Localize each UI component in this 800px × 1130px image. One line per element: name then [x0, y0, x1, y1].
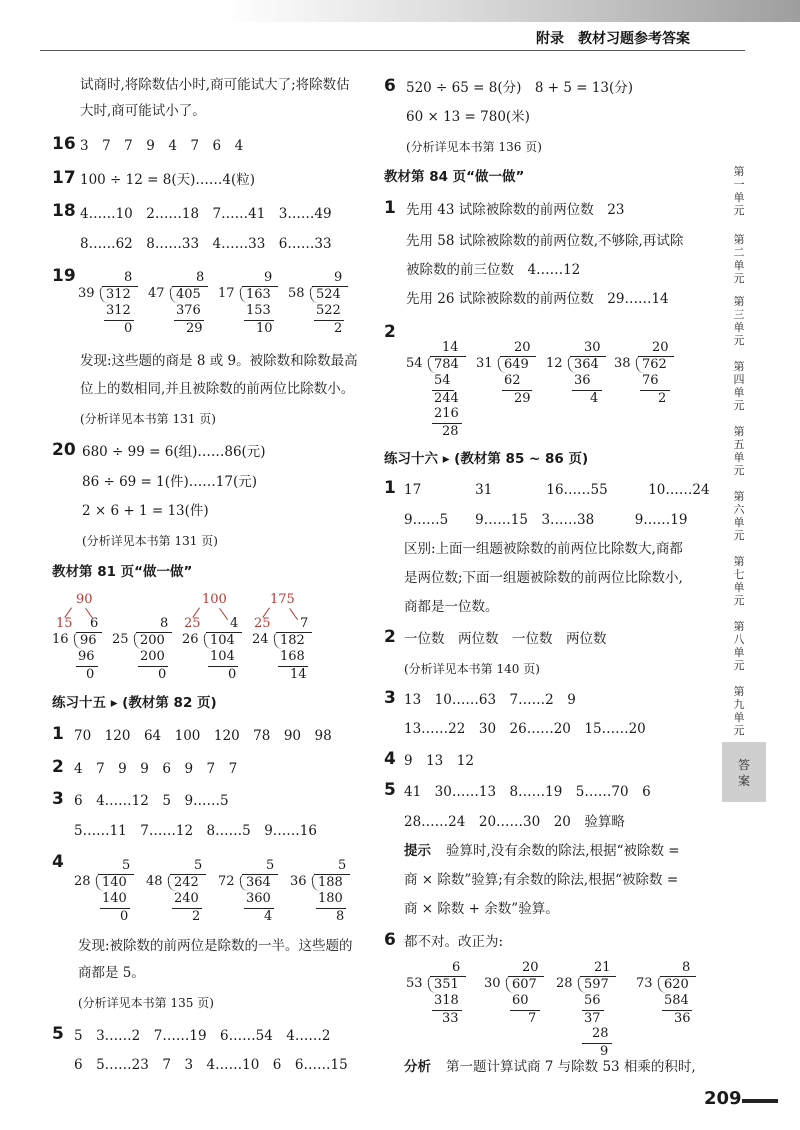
remainder: 37: [584, 1011, 601, 1026]
dividend: 364: [242, 874, 278, 890]
remainder: 14: [290, 667, 307, 682]
quotient: 14: [442, 340, 459, 355]
dividend: 312: [102, 286, 138, 302]
tab-unit-6[interactable]: 第 六 单 元: [733, 490, 745, 542]
tab-unit-4[interactable]: 第 四 单 元: [733, 360, 745, 412]
divisor: 17: [218, 286, 235, 301]
product: 104: [210, 649, 235, 664]
divisor: 12: [546, 356, 563, 371]
question-number: 6: [384, 930, 396, 950]
question-number: 20: [52, 440, 76, 460]
remainder: 0: [158, 667, 167, 682]
answer-line: 5……11 7……12 8……5 9……16: [74, 823, 317, 839]
question-number: 2: [384, 627, 396, 647]
tab-unit-3[interactable]: 第 三 单 元: [733, 295, 745, 347]
question-number: 6: [384, 76, 396, 96]
question-number: 2: [384, 322, 396, 342]
product: 153: [246, 303, 271, 318]
product: 240: [174, 891, 199, 906]
dividend: 163: [242, 286, 278, 302]
product: 522: [316, 303, 341, 318]
dividend: 364: [570, 356, 606, 372]
answer-line: 28……24 20……30 20 验算略: [404, 814, 625, 830]
product: 360: [246, 891, 271, 906]
dividend: 200: [136, 632, 172, 648]
answer-line: 3 7 7 9 4 7 6 4: [80, 138, 244, 154]
remainder: 244: [434, 391, 459, 406]
section-heading: 练习十五 ▸ (教材第 82 页): [52, 695, 217, 711]
answer-line: 先用 43 试除被除数的前两位数 23: [406, 202, 625, 218]
product: 140: [102, 891, 127, 906]
text-line: 区别:上面一组题被除数的前两位比除数大,商都: [404, 541, 683, 557]
quotient: 8: [124, 270, 133, 285]
remainder: 8: [336, 909, 345, 924]
divisor: 16: [52, 632, 69, 647]
tab-unit-2[interactable]: 第 二 单 元: [733, 233, 745, 285]
answer-line: 先用 26 试除被除数的前两位数 29……14: [406, 291, 669, 307]
product: 54: [434, 373, 451, 388]
quotient: 5: [122, 858, 131, 873]
product: 200: [140, 649, 165, 664]
note-line: (分析详见本书第 136 页): [406, 140, 542, 154]
answer-line: 4 7 9 9 6 9 7 7: [74, 761, 238, 777]
tab-unit-5[interactable]: 第 五 单 元: [733, 425, 745, 477]
divisor: 25: [112, 632, 129, 647]
product: 168: [280, 649, 305, 664]
product: 36: [574, 373, 591, 388]
tab-unit-7[interactable]: 第 七 单 元: [733, 555, 745, 607]
product: 312: [106, 303, 131, 318]
divisor: 54: [406, 356, 423, 371]
dividend: 182: [276, 632, 312, 648]
note-line: (分析详见本书第 140 页): [404, 662, 540, 676]
divisor: 48: [146, 874, 163, 889]
dividend: 620: [660, 976, 696, 992]
dividend: 188: [314, 874, 350, 890]
section-heading: 练习十六 ▸ (教材第 85 ~ 86 页): [384, 451, 589, 467]
estimate-total: 90: [76, 592, 93, 607]
text-line: 是两位数;下面一组题被除数的前两位比除数小,: [404, 570, 683, 586]
answer-line: 5 3……2 7……19 6……54 4……2: [74, 1028, 331, 1044]
question-number: 18: [52, 201, 76, 221]
product: 180: [318, 891, 343, 906]
quotient: 9: [334, 270, 343, 285]
product: 584: [664, 993, 689, 1008]
estimate-part: 25: [254, 616, 271, 631]
answer-line: 4……10 2……18 7……41 3……49: [80, 206, 332, 222]
answer-line: 41 30……13 8……19 5……70 6: [404, 784, 651, 800]
question-number: 1: [384, 478, 396, 498]
text-line: 商都是 5。: [78, 965, 145, 981]
quotient: 21: [594, 960, 611, 975]
dividend: 96: [76, 632, 102, 648]
remainder: 2: [192, 909, 201, 924]
remainder: 2: [658, 391, 667, 406]
dividend: 351: [430, 976, 466, 992]
remainder: 36: [674, 1011, 691, 1026]
text-line: 商都是一位数。: [404, 599, 499, 615]
remainder: 9: [600, 1044, 609, 1059]
answer-line: 2 × 6 + 1 = 13(件): [82, 503, 209, 519]
divisor: 72: [218, 874, 235, 889]
tip-label: 提示: [404, 843, 431, 859]
remainder: 33: [442, 1011, 459, 1026]
product: 318: [434, 993, 459, 1008]
question-number: 16: [52, 134, 76, 154]
product: 216: [434, 406, 459, 421]
divisor: 28: [74, 874, 91, 889]
header-rule: [40, 50, 745, 51]
product: 96: [78, 649, 95, 664]
quotient: 30: [584, 340, 601, 355]
quotient: 5: [338, 858, 347, 873]
remainder: 7: [528, 1011, 537, 1026]
divisor: 26: [182, 632, 199, 647]
question-number: 1: [384, 198, 396, 218]
divisor: 39: [78, 286, 95, 301]
question-number: 3: [384, 688, 396, 708]
divisor: 73: [636, 976, 653, 991]
divisor: 58: [288, 286, 305, 301]
answer-line: 先用 58 试除被除数的前两位数,不够除,再试除: [406, 233, 684, 249]
text-line: 发现:被除数的前两位是除数的一半。这些题的: [78, 938, 353, 954]
answer-line: 一位数 两位数 一位数 两位数: [404, 631, 607, 647]
estimate-total: 175: [270, 592, 295, 607]
page-number: 209: [704, 1088, 742, 1109]
quotient: 20: [514, 340, 531, 355]
analysis-label: 分析: [404, 1059, 431, 1075]
text-line: 试商时,将除数估小时,商可能试大了;将除数估: [80, 77, 350, 93]
quotient: 6: [452, 960, 461, 975]
dividend: 242: [170, 874, 206, 890]
dividend: 607: [508, 976, 544, 992]
quotient: 6: [90, 616, 99, 631]
quotient: 5: [266, 858, 275, 873]
remainder: 4: [264, 909, 273, 924]
answer-line: 680 ÷ 99 = 6(组)……86(元): [82, 444, 266, 460]
remainder: 0: [228, 667, 237, 682]
header-band: [0, 0, 800, 22]
quotient: 20: [652, 340, 669, 355]
question-number: 5: [384, 780, 396, 800]
text-line: 位上的数相同,并且被除数的前两位比除数小。: [80, 381, 355, 397]
remainder: 0: [86, 667, 95, 682]
product: 28: [592, 1026, 609, 1041]
quotient: 20: [522, 960, 539, 975]
answer-line: 100 ÷ 12 = 8(天)……4(粒): [80, 172, 255, 188]
dividend: 649: [500, 356, 536, 372]
page-bar: [742, 1099, 778, 1103]
divisor: 30: [484, 976, 501, 991]
tab-unit-9[interactable]: 第 九 单 元: [733, 685, 745, 737]
answer-line: 被除数的前三位数 4……12: [406, 262, 581, 278]
text-line: 第一题计算试商 7 与除数 53 相乘的积时,: [446, 1059, 696, 1075]
answer-line: 9……5 9……15 3……38 9……19: [404, 512, 688, 528]
estimate-part: 25: [184, 616, 201, 631]
dividend: 405: [172, 286, 208, 302]
text-line: 大时,商可能试小了。: [80, 103, 206, 119]
question-number: 5: [52, 1024, 64, 1044]
remainder: 2: [334, 321, 343, 336]
product: 376: [176, 303, 201, 318]
text-line: 商 × 除数 + 余数”验算。: [404, 901, 559, 917]
divisor: 28: [556, 976, 573, 991]
estimate-total: 100: [202, 592, 227, 607]
tab-unit-8[interactable]: 第 八 单 元: [733, 620, 745, 672]
question-number: 4: [384, 749, 396, 769]
product: 56: [584, 993, 601, 1008]
tab-answers[interactable]: 答 案: [737, 758, 750, 788]
quotient: 4: [230, 616, 239, 631]
section-heading: 教材第 81 页“做一做”: [52, 564, 193, 580]
dividend: 104: [206, 632, 242, 648]
dividend: 524: [312, 286, 348, 302]
text-line: 商 × 除数”验算;有余数的除法,根据“被除数 =: [404, 872, 679, 888]
product: 62: [504, 373, 521, 388]
quotient: 8: [682, 960, 691, 975]
note-line: (分析详见本书第 135 页): [78, 996, 214, 1010]
question-number: 3: [52, 789, 64, 809]
question-number: 17: [52, 168, 76, 188]
answer-line: 70 120 64 100 120 78 90 98: [74, 728, 332, 744]
dividend: 597: [580, 976, 616, 992]
note-line: (分析详见本书第 131 页): [82, 534, 218, 548]
remainder: 4: [590, 391, 599, 406]
remainder: 0: [124, 321, 133, 336]
product: 76: [642, 373, 659, 388]
answer-line: 17 31 16……55 10……24: [404, 482, 710, 498]
note-line: (分析详见本书第 131 页): [80, 412, 216, 426]
section-heading: 教材第 84 页“做一做”: [384, 169, 525, 185]
answer-line: 6 4……12 5 9……5: [74, 793, 229, 809]
answer-line: 8……62 8……33 4……33 6……33: [80, 236, 332, 252]
quotient: 5: [194, 858, 203, 873]
quotient: 7: [300, 616, 309, 631]
remainder: 29: [514, 391, 531, 406]
divisor: 24: [252, 632, 269, 647]
quotient: 8: [160, 616, 169, 631]
answer-line: 520 ÷ 65 = 8(分) 8 + 5 = 13(分): [406, 80, 634, 96]
dividend: 140: [98, 874, 134, 890]
text-line: 都不对。改正为:: [404, 934, 504, 950]
question-number: 19: [52, 266, 76, 286]
answer-line: 6 5……23 7 3 4……10 6 6……15: [74, 1057, 348, 1073]
divisor: 36: [290, 874, 307, 889]
remainder: 29: [186, 321, 203, 336]
text-line: 发现:这些题的商是 8 或 9。被除数和除数最高: [80, 353, 358, 369]
divisor: 47: [148, 286, 165, 301]
product: 60: [512, 993, 529, 1008]
divisor: 53: [406, 976, 423, 991]
answer-line: 86 ÷ 69 = 1(件)……17(元): [82, 474, 257, 490]
quotient: 9: [264, 270, 273, 285]
question-number: 4: [52, 852, 64, 872]
estimate-part: 15: [56, 616, 73, 631]
quotient: 8: [196, 270, 205, 285]
dividend: 762: [638, 356, 674, 372]
remainder: 10: [256, 321, 273, 336]
answer-line: 60 × 13 = 780(米): [406, 109, 530, 125]
dividend: 784: [430, 356, 466, 372]
answer-line: 13 10……63 7……2 9: [404, 692, 576, 708]
text-line: 验算时,没有余数的除法,根据“被除数 =: [446, 843, 680, 859]
question-number: 2: [52, 757, 64, 777]
remainder: 0: [120, 909, 129, 924]
question-number: 1: [52, 724, 64, 744]
answer-line: 13……22 30 26……20 15……20: [404, 721, 646, 737]
remainder: 28: [442, 424, 459, 439]
tab-unit-1[interactable]: 第 一 单 元: [733, 165, 745, 217]
answer-line: 9 13 12: [404, 753, 474, 769]
divisor: 38: [614, 356, 631, 371]
header-title: 附录 教材习题参考答案: [536, 31, 690, 47]
divisor: 31: [476, 356, 493, 371]
